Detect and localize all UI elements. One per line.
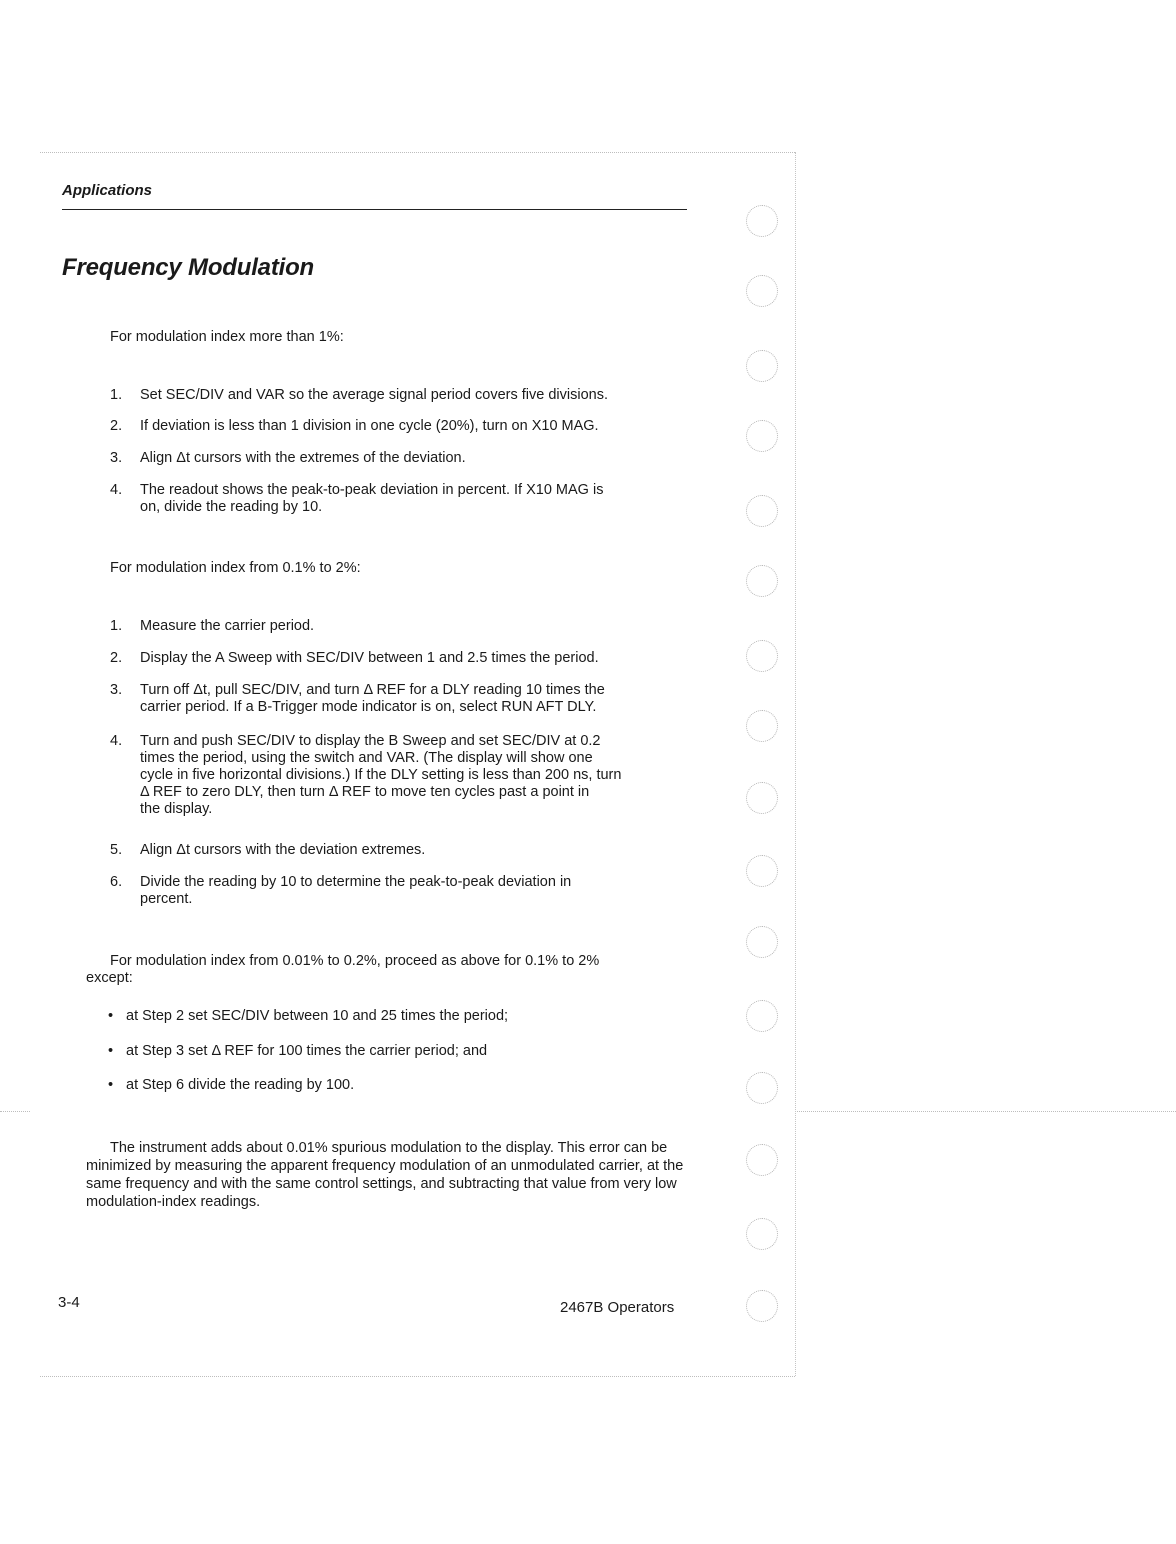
binder-hole — [746, 1072, 778, 1104]
bullet-item: at Step 2 set SEC/DIV between 10 and 25 times the period; — [126, 1008, 509, 1024]
list-item-number: 2. — [110, 650, 123, 666]
list-item-line: on, divide the reading by 10. — [140, 499, 323, 515]
list-item — [140, 450, 700, 467]
binder-hole — [746, 782, 778, 814]
list-item-line: The readout shows the peak-to-peak deviation in percent. If X10 MAG is — [140, 482, 604, 498]
page-number: 3-4 — [58, 1294, 80, 1311]
bullet-marker: • — [108, 1008, 114, 1024]
bottom-border — [40, 1376, 795, 1377]
left-side-rule — [0, 1111, 30, 1112]
binder-hole — [746, 640, 778, 672]
top-border — [40, 152, 795, 153]
binder-hole — [746, 1144, 778, 1176]
list-item — [140, 387, 700, 404]
right-border — [795, 152, 796, 1376]
list-item — [140, 482, 700, 516]
page-title: Frequency Modulation — [62, 254, 315, 281]
list-item — [140, 418, 700, 435]
binder-hole — [746, 1218, 778, 1250]
closing-paragraph: The instrument adds about 0.01% spurious modulation to the display. This error can be minimized by measuring the apparent frequency modulation of an unmodulated carrier, at the same frequency and with the same control settings, and subtracting that value from very low modulation-index readings. — [86, 1140, 684, 1210]
binder-hole — [746, 926, 778, 958]
list-item — [140, 733, 700, 818]
list-item-line: Align Δt cursors with the deviation extremes. — [140, 842, 426, 858]
list-item-line: Display the A Sweep with SEC/DIV between 1 and 2.5 times the period. — [140, 650, 599, 666]
list-item-line: Turn and push SEC/DIV to display the B Sweep and set SEC/DIV at 0.2 — [140, 733, 601, 749]
list-item-number: 3. — [110, 682, 123, 698]
intro-more-than-1: For modulation index more than 1%: — [110, 329, 344, 345]
list-item-number: 6. — [110, 874, 123, 890]
list-item-line: Set SEC/DIV and VAR so the average signal period covers five divisions. — [140, 387, 608, 403]
binder-hole — [746, 275, 778, 307]
list-item-number: 1. — [110, 618, 123, 634]
list-item-line: carrier period. If a B-Trigger mode indicator is on, select RUN AFT DLY. — [140, 699, 597, 715]
binder-hole — [746, 1290, 778, 1322]
bullet-marker: • — [108, 1043, 114, 1059]
list-item-line: Δ REF to zero DLY, then turn Δ REF to move ten cycles past a point in — [140, 784, 590, 800]
list-item-line: Align Δt cursors with the extremes of the deviation. — [140, 450, 466, 466]
intro-01-to-2: For modulation index from 0.1% to 2%: — [110, 560, 361, 576]
list-item-line: Turn off Δt, pull SEC/DIV, and turn Δ REF for a DLY reading 10 times the — [140, 682, 605, 698]
list-item — [140, 618, 700, 635]
list-item-number: 4. — [110, 733, 123, 749]
section-header: Applications — [62, 182, 153, 199]
list-item-line: If deviation is less than 1 division in one cycle (20%), turn on X10 MAG. — [140, 418, 599, 434]
binder-hole — [746, 205, 778, 237]
list-item-number: 1. — [110, 387, 123, 403]
list-item — [140, 650, 700, 667]
manual-title: 2467B Operators — [560, 1299, 675, 1316]
list-item-line: times the period, using the switch and VAR. (The display will show one — [140, 750, 593, 766]
binder-hole — [746, 855, 778, 887]
binder-hole — [746, 1000, 778, 1032]
bullet-item: at Step 3 set Δ REF for 100 times the carrier period; and — [126, 1043, 488, 1059]
side-rule — [797, 1111, 1176, 1112]
list-item-number: 5. — [110, 842, 123, 858]
bullet-item: at Step 6 divide the reading by 100. — [126, 1077, 355, 1093]
header-rule — [62, 209, 687, 210]
intro-001-to-02-line1: For modulation index from 0.01% to 0.2%, proceed as above for 0.1% to 2% — [110, 953, 600, 969]
binder-hole — [746, 565, 778, 597]
list-item-number: 2. — [110, 418, 123, 434]
list-item-line: cycle in five horizontal divisions.) If the DLY setting is less than 200 ns, turn — [140, 767, 622, 783]
list-item — [140, 842, 700, 859]
list-item-line: Measure the carrier period. — [140, 618, 315, 634]
intro-001-to-02-line2: except: — [86, 970, 133, 986]
bullet-marker: • — [108, 1077, 114, 1093]
list-item-number: 4. — [110, 482, 123, 498]
binder-hole — [746, 420, 778, 452]
binder-hole — [746, 710, 778, 742]
list-item-line: the display. — [140, 801, 213, 817]
binder-hole — [746, 495, 778, 527]
list-item — [140, 874, 700, 908]
list-item-number: 3. — [110, 450, 123, 466]
binder-hole — [746, 350, 778, 382]
list-item-line: percent. — [140, 891, 193, 907]
list-item-line: Divide the reading by 10 to determine the peak-to-peak deviation in — [140, 874, 572, 890]
list-item — [140, 682, 700, 716]
